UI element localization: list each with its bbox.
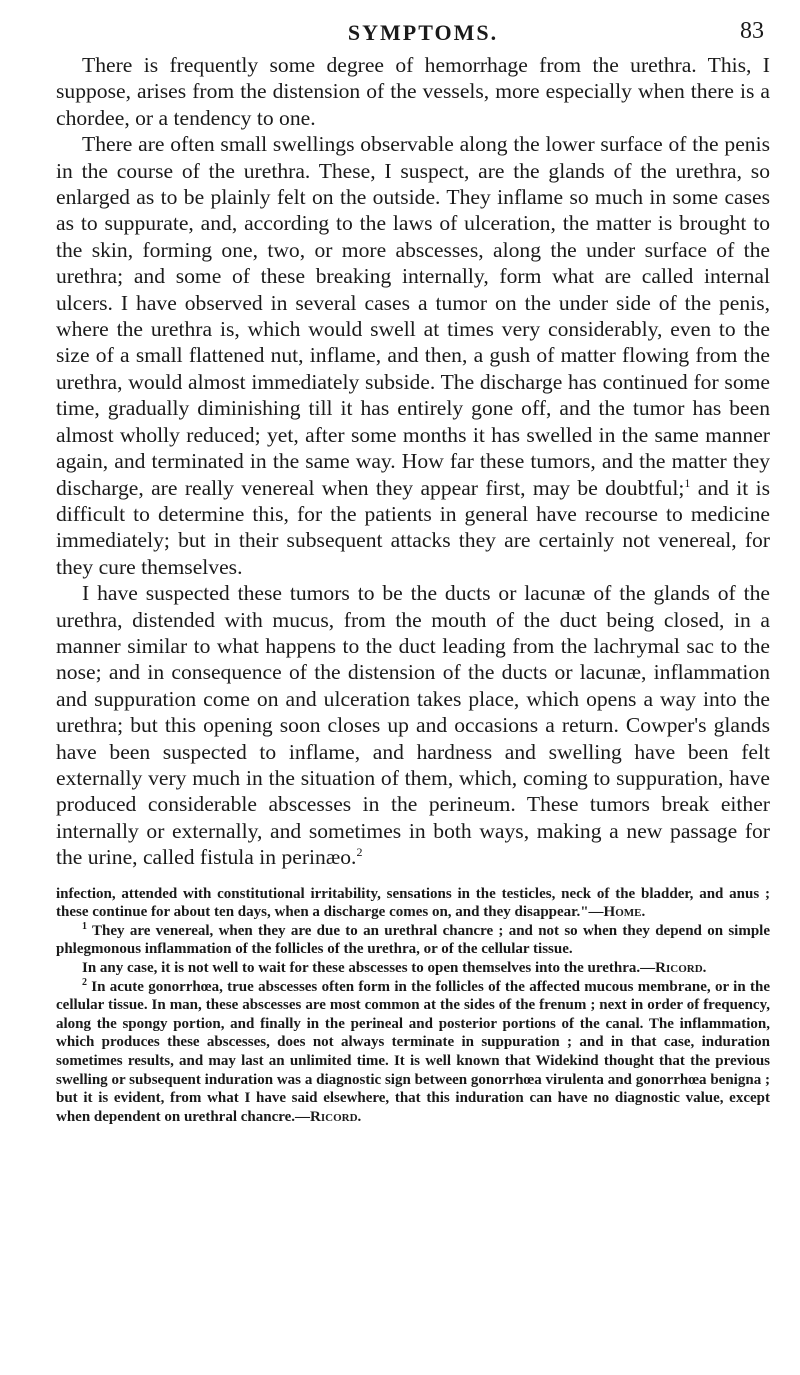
footnote-continuation <box>56 885 770 922</box>
paragraph-3 <box>56 580 770 870</box>
paragraph-3-text: I have suspected these tumors to be the ducts or lacunæ of the glands of the urethra, distended with mucus, from the mouth of the duct being closed, in a manner similar to what happens to the duct leading from the lachrymal sac to the nose; and in consequence of the distension of the ducts or lacunæ, inflammation and suppuration come on and ulceration takes place, which opens a way into the urethra; but this opening soon closes up and occasions a return. Cowper's glands have been suspected to inflame, and hardness and swelling have been felt externally very much in the situation of them, which, coming to suppuration, have produced considerable abscesses in the perineum. These tumors break either internally or externally, and sometimes in both ways, making a new passage for the urine, called fistula in perinæo. <box>56 581 770 870</box>
footnote-continuation-text: infection, attended with constitutional irritability, sensations in the testicles, neck of the bladder, and anus ; these continue for about ten days, when a discharge comes on, and they disappear."— <box>56 885 770 921</box>
footnote-2 <box>56 978 770 1127</box>
footnote-1-author: Ricord. <box>655 959 707 976</box>
paragraph-1: There is frequently some degree of hemorrhage from the urethra. This, I suppose, arises from the distension of the vessels, more especially when there is a chordee, or a tendency to one. <box>56 53 770 130</box>
footnote-2-marker: 2 <box>82 976 87 988</box>
paragraph-2-text-b: and it is difficult to determine this, for the patients in general have recourse to medicine immediately; but in their subsequent attacks they are certainly not venereal, for they cure themselves. <box>56 475 770 579</box>
footnotes <box>56 885 770 1127</box>
footnote-1-marker: 1 <box>82 920 87 932</box>
footnote-1-continued <box>56 959 770 978</box>
footnote-1 <box>56 922 770 959</box>
body-text <box>56 52 770 871</box>
running-head <box>56 0 770 52</box>
page-number: 83 <box>740 18 764 44</box>
paragraph-2 <box>56 131 770 580</box>
paragraph-2-text-a: There are often small swellings observable along the lower surface of the penis in the course of the urethra. These, I suspect, are the glands of the urethra, so enlarged as to be plainly felt on the outside. They inflame so much in some cases as to suppurate, and, according to the laws of ulceration, the matter is brought to the skin, forming one, two, or more abscesses, along the under surface of the urethra; and some of these breaking internally, form what are called internal ulcers. I have observed in several cases a tumor on the under side of the penis, where the urethra is, which would swell at times very considerably, even to the size of a small flattened nut, inflame, and then, a gush of matter flowing from the urethra, would almost immediately subside. The discharge has continued for some time, gradually diminishing till it has entirely gone off, and the tumor has been almost wholly reduced; yet, after some months it has swelled in the same manner again, and terminated in the same way. How far these tumors, and the matter they discharge, are really venereal when they appear first, may be doubtful; <box>56 132 770 500</box>
footnote-1-text: They are venereal, when they are due to an urethral chancre ; and not so when they depend on simple phlegmonous inflammation of the follicles of the urethra, or of the cellular tissue. <box>56 922 770 958</box>
footnote-2-author: Ricord. <box>310 1108 362 1125</box>
footnote-2-text: In acute gonorrhœa, true abscesses often form in the follicles of the affected mucous membrane, or in the cellular tissue. In man, these abscesses are most common at the sides of the frenum ; next in order of frequency, along the spongy portion, and finally in the perineal and posterior portions of the canal. The inflammation, which produces these abscesses, does not always terminate in suppuration ; and in that case, induration sometimes results, and may last an unlimited time. It is well known that Widekind thought that the previous swelling or subsequent induration was a diagnostic sign between gonorrhœa virulenta and gonorrhœa benigna ; but it is evident, from what I have said elsewhere, that this induration can have no diagnostic value, except when dependent on urethral chancre.— <box>56 978 770 1125</box>
footnote-ref-2: 2 <box>356 845 363 859</box>
running-title: SYMPTOMS. <box>347 20 499 45</box>
footnote-1-text-b: In any case, it is not well to wait for these abscesses to open themselves into the urethra.— <box>82 959 656 976</box>
footnote-continuation-author: Home. <box>603 904 646 921</box>
footnote-ref-1: 1 <box>684 475 691 490</box>
